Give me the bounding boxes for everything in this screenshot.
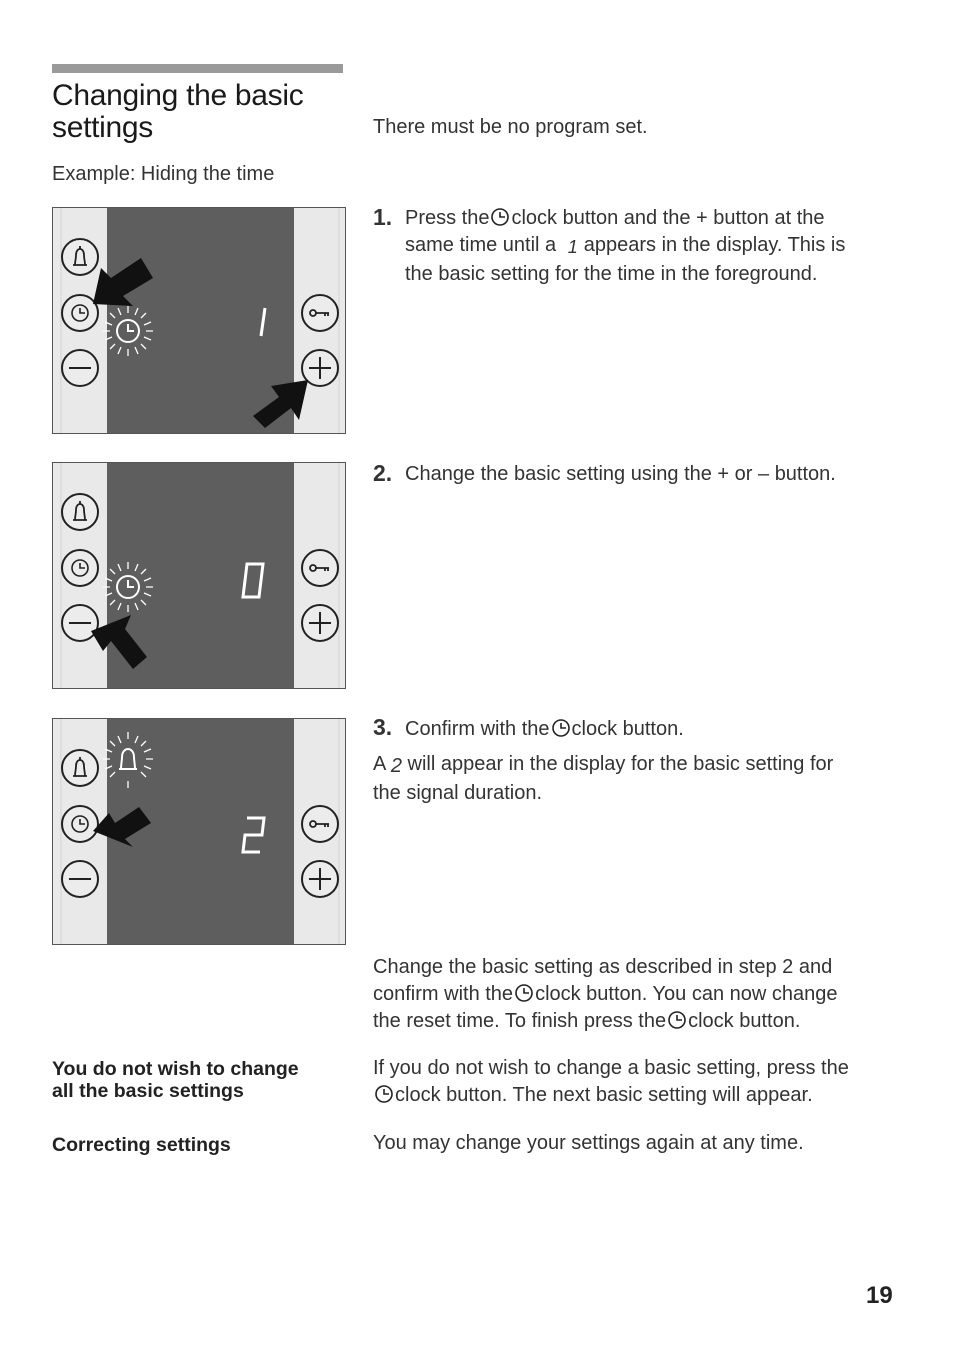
correcting-label: Correcting settings <box>52 1134 231 1156</box>
step-number-2: 2. <box>373 460 393 486</box>
control-panel-illustration-3 <box>52 718 346 945</box>
plus-icon <box>302 605 338 641</box>
minus-icon <box>62 605 98 641</box>
clock-icon <box>62 295 98 331</box>
clock-icon <box>62 806 98 842</box>
minus-icon <box>62 861 98 897</box>
step-2-text: Change the basic setting using the + or – button. <box>405 463 836 485</box>
bell-icon <box>62 239 98 275</box>
correcting-text: You may change your settings again at any time. <box>373 1132 804 1154</box>
plus-icon <box>302 861 338 897</box>
precondition-text: There must be no program set. <box>373 116 648 138</box>
reset-time-paragraph: Change the basic setting as described in step 2 and confirm with the clock button. You can now change the reset time. To finish press the clock button. <box>373 956 838 1032</box>
clock-icon <box>514 983 534 1003</box>
clock-icon <box>551 718 571 738</box>
minus-icon <box>62 350 98 386</box>
step-number-1: 1. <box>373 204 393 230</box>
clock-icon <box>490 207 510 227</box>
bell-icon <box>62 494 98 530</box>
no-change-label: You do not wish to change all the basic settings <box>52 1058 299 1102</box>
clock-icon <box>62 550 98 586</box>
control-panel-illustration-1 <box>52 207 346 434</box>
clock-icon <box>667 1010 687 1030</box>
step-3-note: A 2 will appear in the display for the basic setting for the signal duration. <box>373 753 834 804</box>
step-1-text: Press the clock button and the + button at the same time until a 1 appears in the display. This is the basic setting for the time in the foreground. <box>405 207 846 285</box>
clock-icon <box>374 1084 394 1104</box>
step-3-text: Confirm with the clock button. <box>405 718 684 740</box>
page-title: Changing the basic settings <box>52 79 304 144</box>
step-number-3: 3. <box>373 714 393 740</box>
page-number: 19 <box>866 1282 893 1309</box>
bell-icon <box>62 750 98 786</box>
control-panel-illustration-2 <box>52 462 346 689</box>
key-icon <box>302 806 338 842</box>
key-icon <box>302 550 338 586</box>
no-change-text: If you do not wish to change a basic setting, press the clock button. The next basic setting will appear. <box>373 1057 849 1106</box>
heading-rule <box>52 64 343 73</box>
key-icon <box>302 295 338 331</box>
example-caption: Example: Hiding the time <box>52 163 275 185</box>
display-digit-inline: 2 <box>390 755 402 777</box>
display-digit-inline: 1 <box>567 237 578 257</box>
